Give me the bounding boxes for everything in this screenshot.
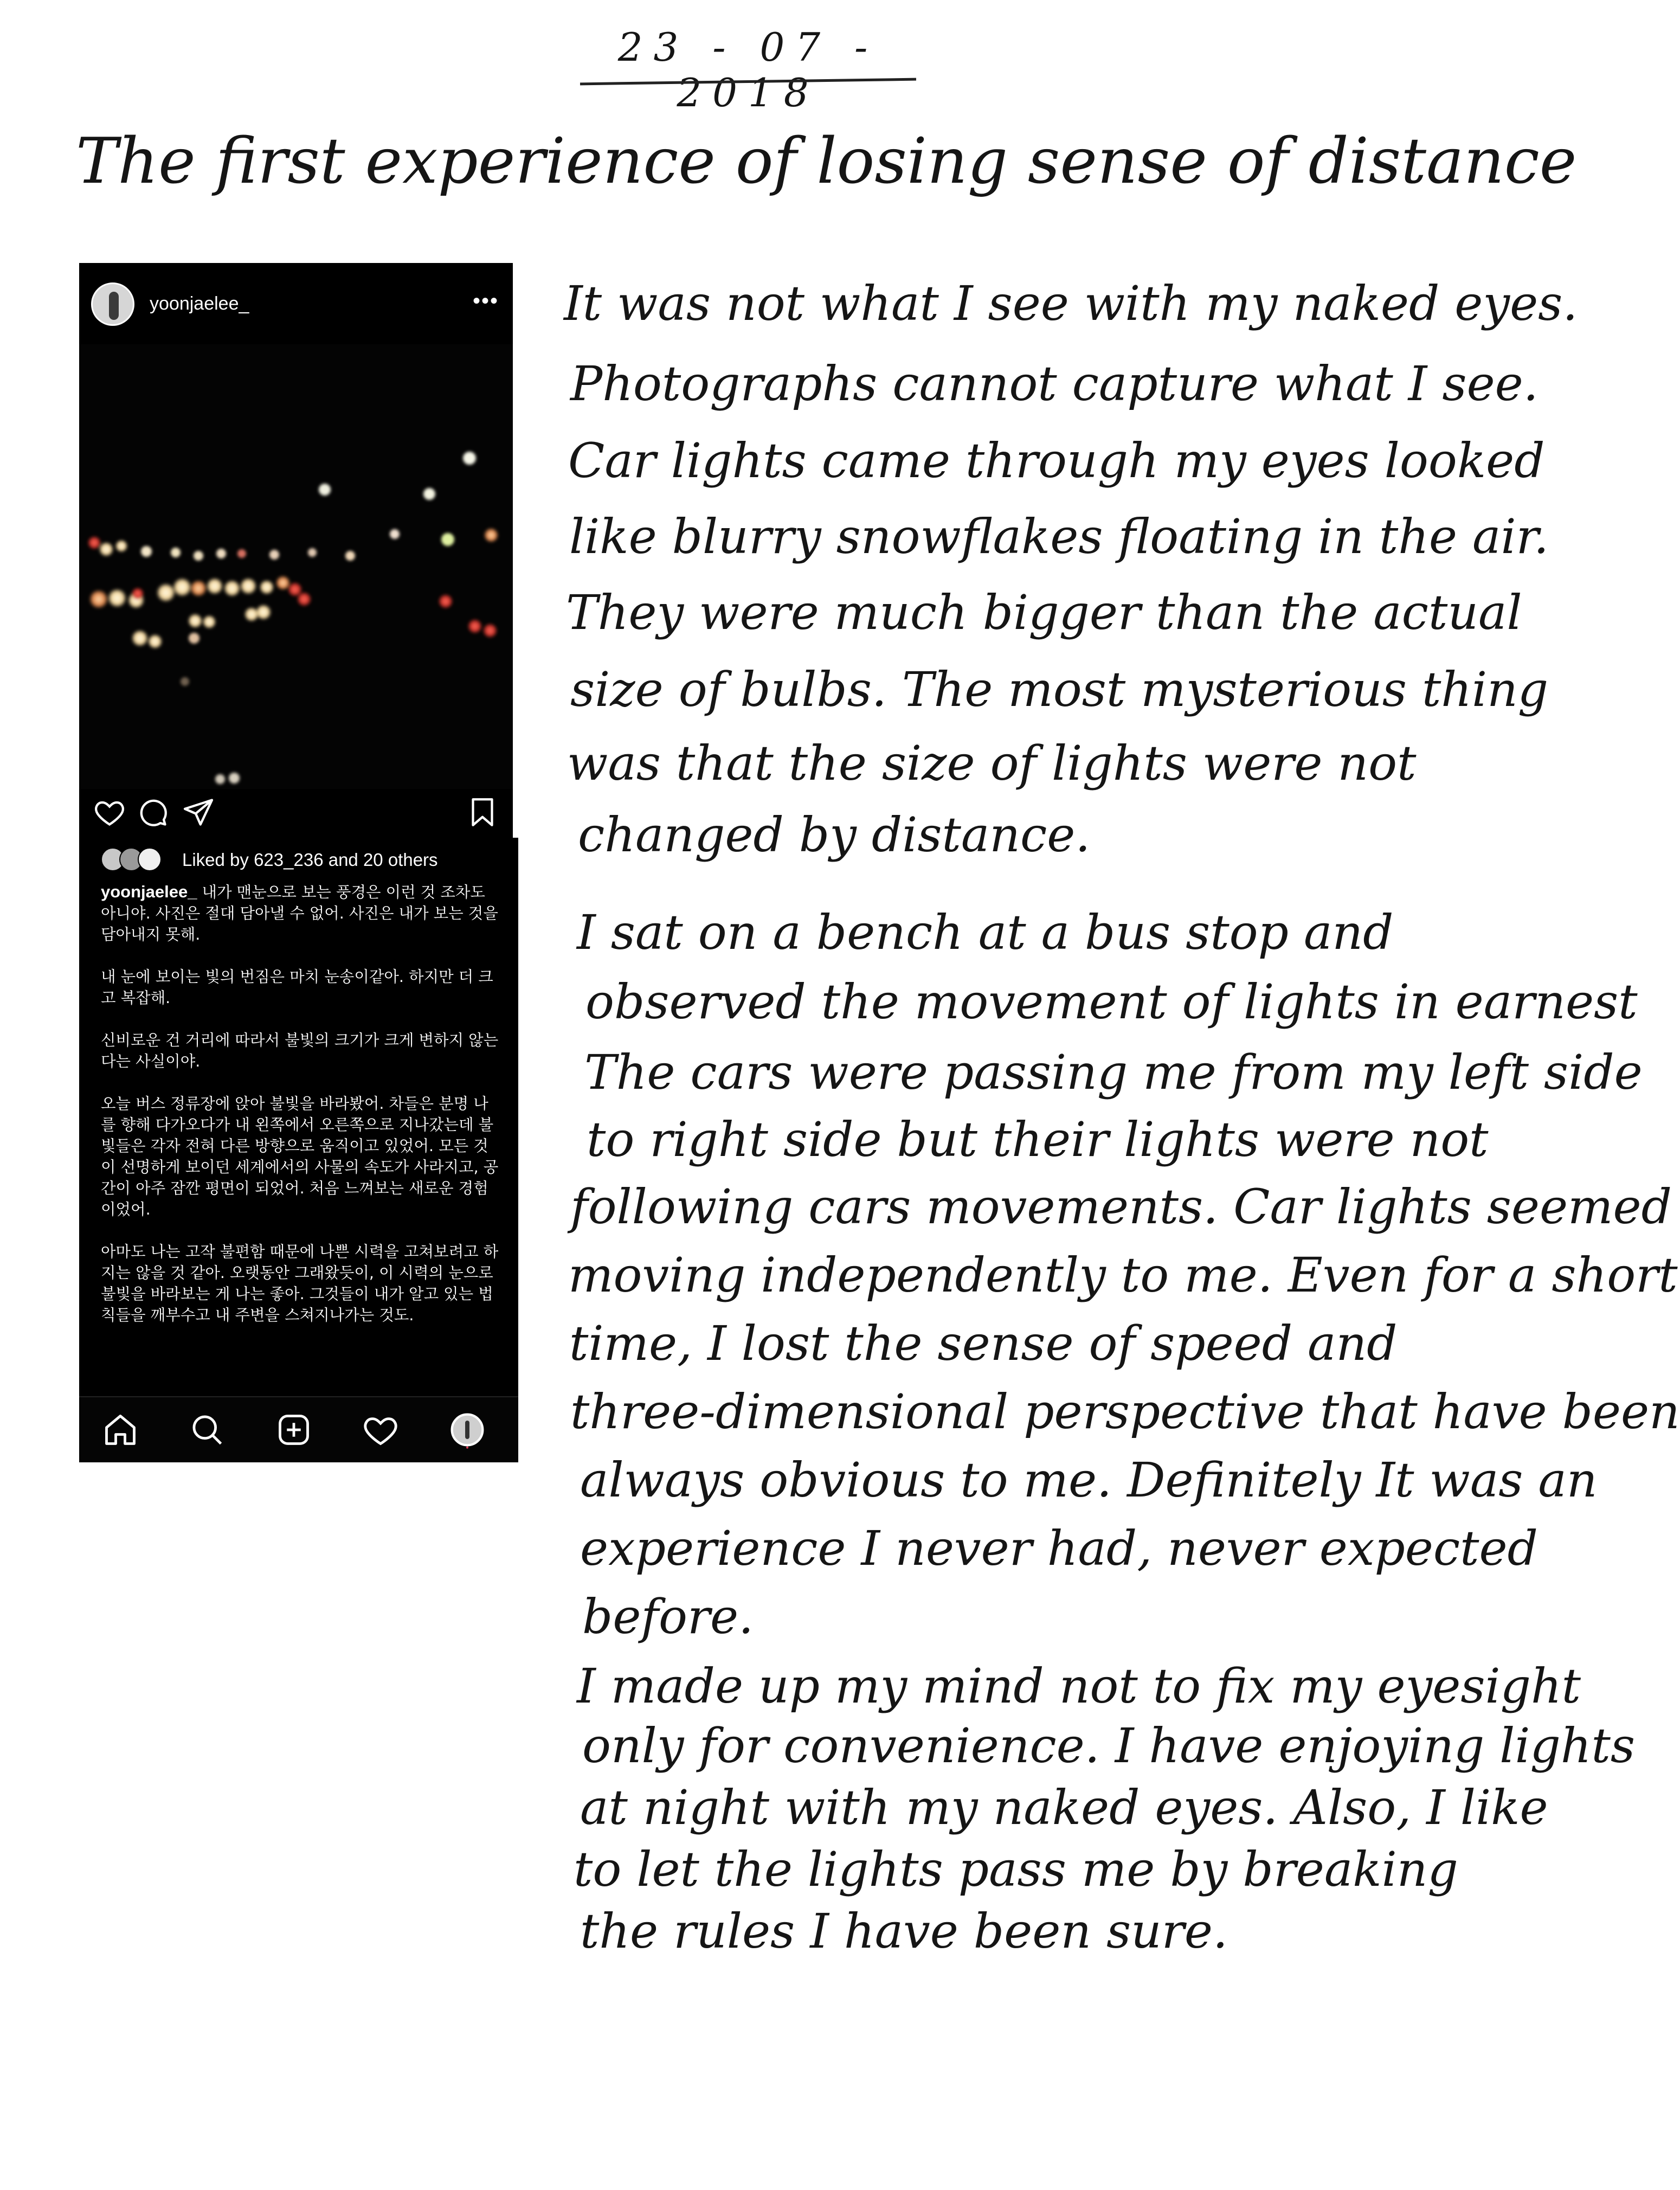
avatar[interactable] (91, 282, 134, 326)
add-post-icon[interactable] (275, 1411, 312, 1448)
liker-avatar (138, 847, 162, 871)
post-header (79, 273, 513, 327)
instagram-screenshot (79, 263, 513, 1445)
note-line: experience I never had, never expected (580, 1520, 1538, 1576)
note-line: I sat on a bench at a bus stop and (577, 904, 1394, 960)
bookmark-icon[interactable] (466, 796, 499, 829)
post-actions (79, 792, 513, 838)
note-line: only for convenience. I have enjoying lights (582, 1718, 1636, 1774)
note-line: changed by distance. (578, 807, 1091, 863)
page-title: The first experience of losing sense of distance (76, 125, 1577, 198)
caption-paragraph: 오늘 버스 정류장에 앉아 불빛을 바라봤어. 차들은 분명 나를 향해 다가오다가 내 왼쪽에서 오른쪽으로 지나갔는데 불빛들은 각자 전혀 다른 방향으로 움직이고 있었어. 모든 것이 선명하게 보이던 세계에서의 사물의 속도가 사라지고, 공간이 아주 잠깐 평면이 되었어. 처음 느껴보는 새로운 경험이었어. (101, 1095, 499, 1218)
note-line: the rules I have been sure. (580, 1903, 1228, 1959)
post-photo-night-lights (79, 344, 513, 789)
note-line: size of bulbs. The most mysterious thing (570, 662, 1549, 717)
note-line: following cars movements. Car lights seemed (570, 1179, 1672, 1235)
likes-row[interactable] (101, 845, 513, 872)
note-line: Photographs cannot capture what I see. (570, 356, 1539, 412)
caption-paragraph (101, 881, 502, 945)
note-line: observed the movement of lights in earnest (585, 974, 1638, 1030)
note-line: to right side but their lights were not (587, 1112, 1489, 1167)
caption-paragraph: 신비로운 건 거리에 따라서 불빛의 크기가 크게 변하지 않는다는 사실이야. (101, 1031, 499, 1070)
note-line: three-dimensional perspective that have been (570, 1384, 1680, 1440)
caption-text: 내가 맨눈으로 보는 풍경은 이런 것 조차도 아니야. 사진은 절대 담아낼 수 없어. 사진은 내가 보는 것을 담아내지 못해. (101, 883, 498, 943)
comment-icon[interactable] (137, 796, 169, 829)
note-line: time, I lost the sense of speed and (569, 1315, 1398, 1371)
caption-username[interactable]: yoonjaelee_ (101, 882, 197, 901)
instagram-post (79, 263, 513, 838)
post-details (79, 838, 518, 1396)
note-line: It was not what I see with my naked eyes. (564, 275, 1578, 331)
note-line: moving independently to me. Even for a short (568, 1247, 1678, 1303)
note-line: The cars were passing me from my left side (584, 1044, 1643, 1100)
note-line: like blurry snowflakes floating in the air. (569, 509, 1549, 564)
note-line: always obvious to me. Definitely It was an (580, 1452, 1598, 1508)
caption-paragraph: 아마도 나는 고작 불편함 때문에 나쁜 시력을 고쳐보려고 하지는 않을 것 같아. 오랫동안 그래왔듯이, 이 시력의 눈으로 불빛을 바라보는 게 나는 좋아. 그것들이 내가 알고 있는 법칙들을 깨부수고 내 주변을 스쳐지나가는 것도. (101, 1243, 499, 1324)
note-line: at night with my naked eyes. Also, I like (580, 1780, 1548, 1835)
activity-heart-icon[interactable] (362, 1411, 399, 1448)
heart-icon[interactable] (93, 796, 126, 829)
home-icon[interactable] (102, 1411, 139, 1448)
note-line: I made up my mind not to fix my eyesight (577, 1658, 1581, 1714)
post-caption (101, 881, 502, 1347)
bottom-nav (79, 1396, 518, 1462)
send-icon[interactable] (182, 796, 215, 829)
post-username[interactable]: yoonjaelee_ (150, 293, 249, 314)
note-line: to let the lights pass me by breaking (574, 1841, 1458, 1897)
note-line: They were much bigger than the actual (566, 585, 1522, 640)
caption-paragraph: 내 눈에 보이는 빛의 번짐은 마치 눈송이같아. 하지만 더 크고 복잡해. (101, 968, 493, 1007)
likes-text[interactable]: Liked by 623_236 and 20 others (182, 850, 438, 870)
date-heading: 23 - 07 - 2018 (617, 24, 879, 115)
profile-avatar-icon[interactable] (449, 1411, 486, 1448)
note-line: was that the size of lights were not (567, 735, 1417, 791)
note-line: before. (582, 1589, 754, 1645)
search-icon[interactable] (189, 1411, 226, 1448)
more-dots-icon[interactable]: ••• (472, 289, 499, 313)
note-line: Car lights came through my eyes looked (568, 433, 1545, 489)
